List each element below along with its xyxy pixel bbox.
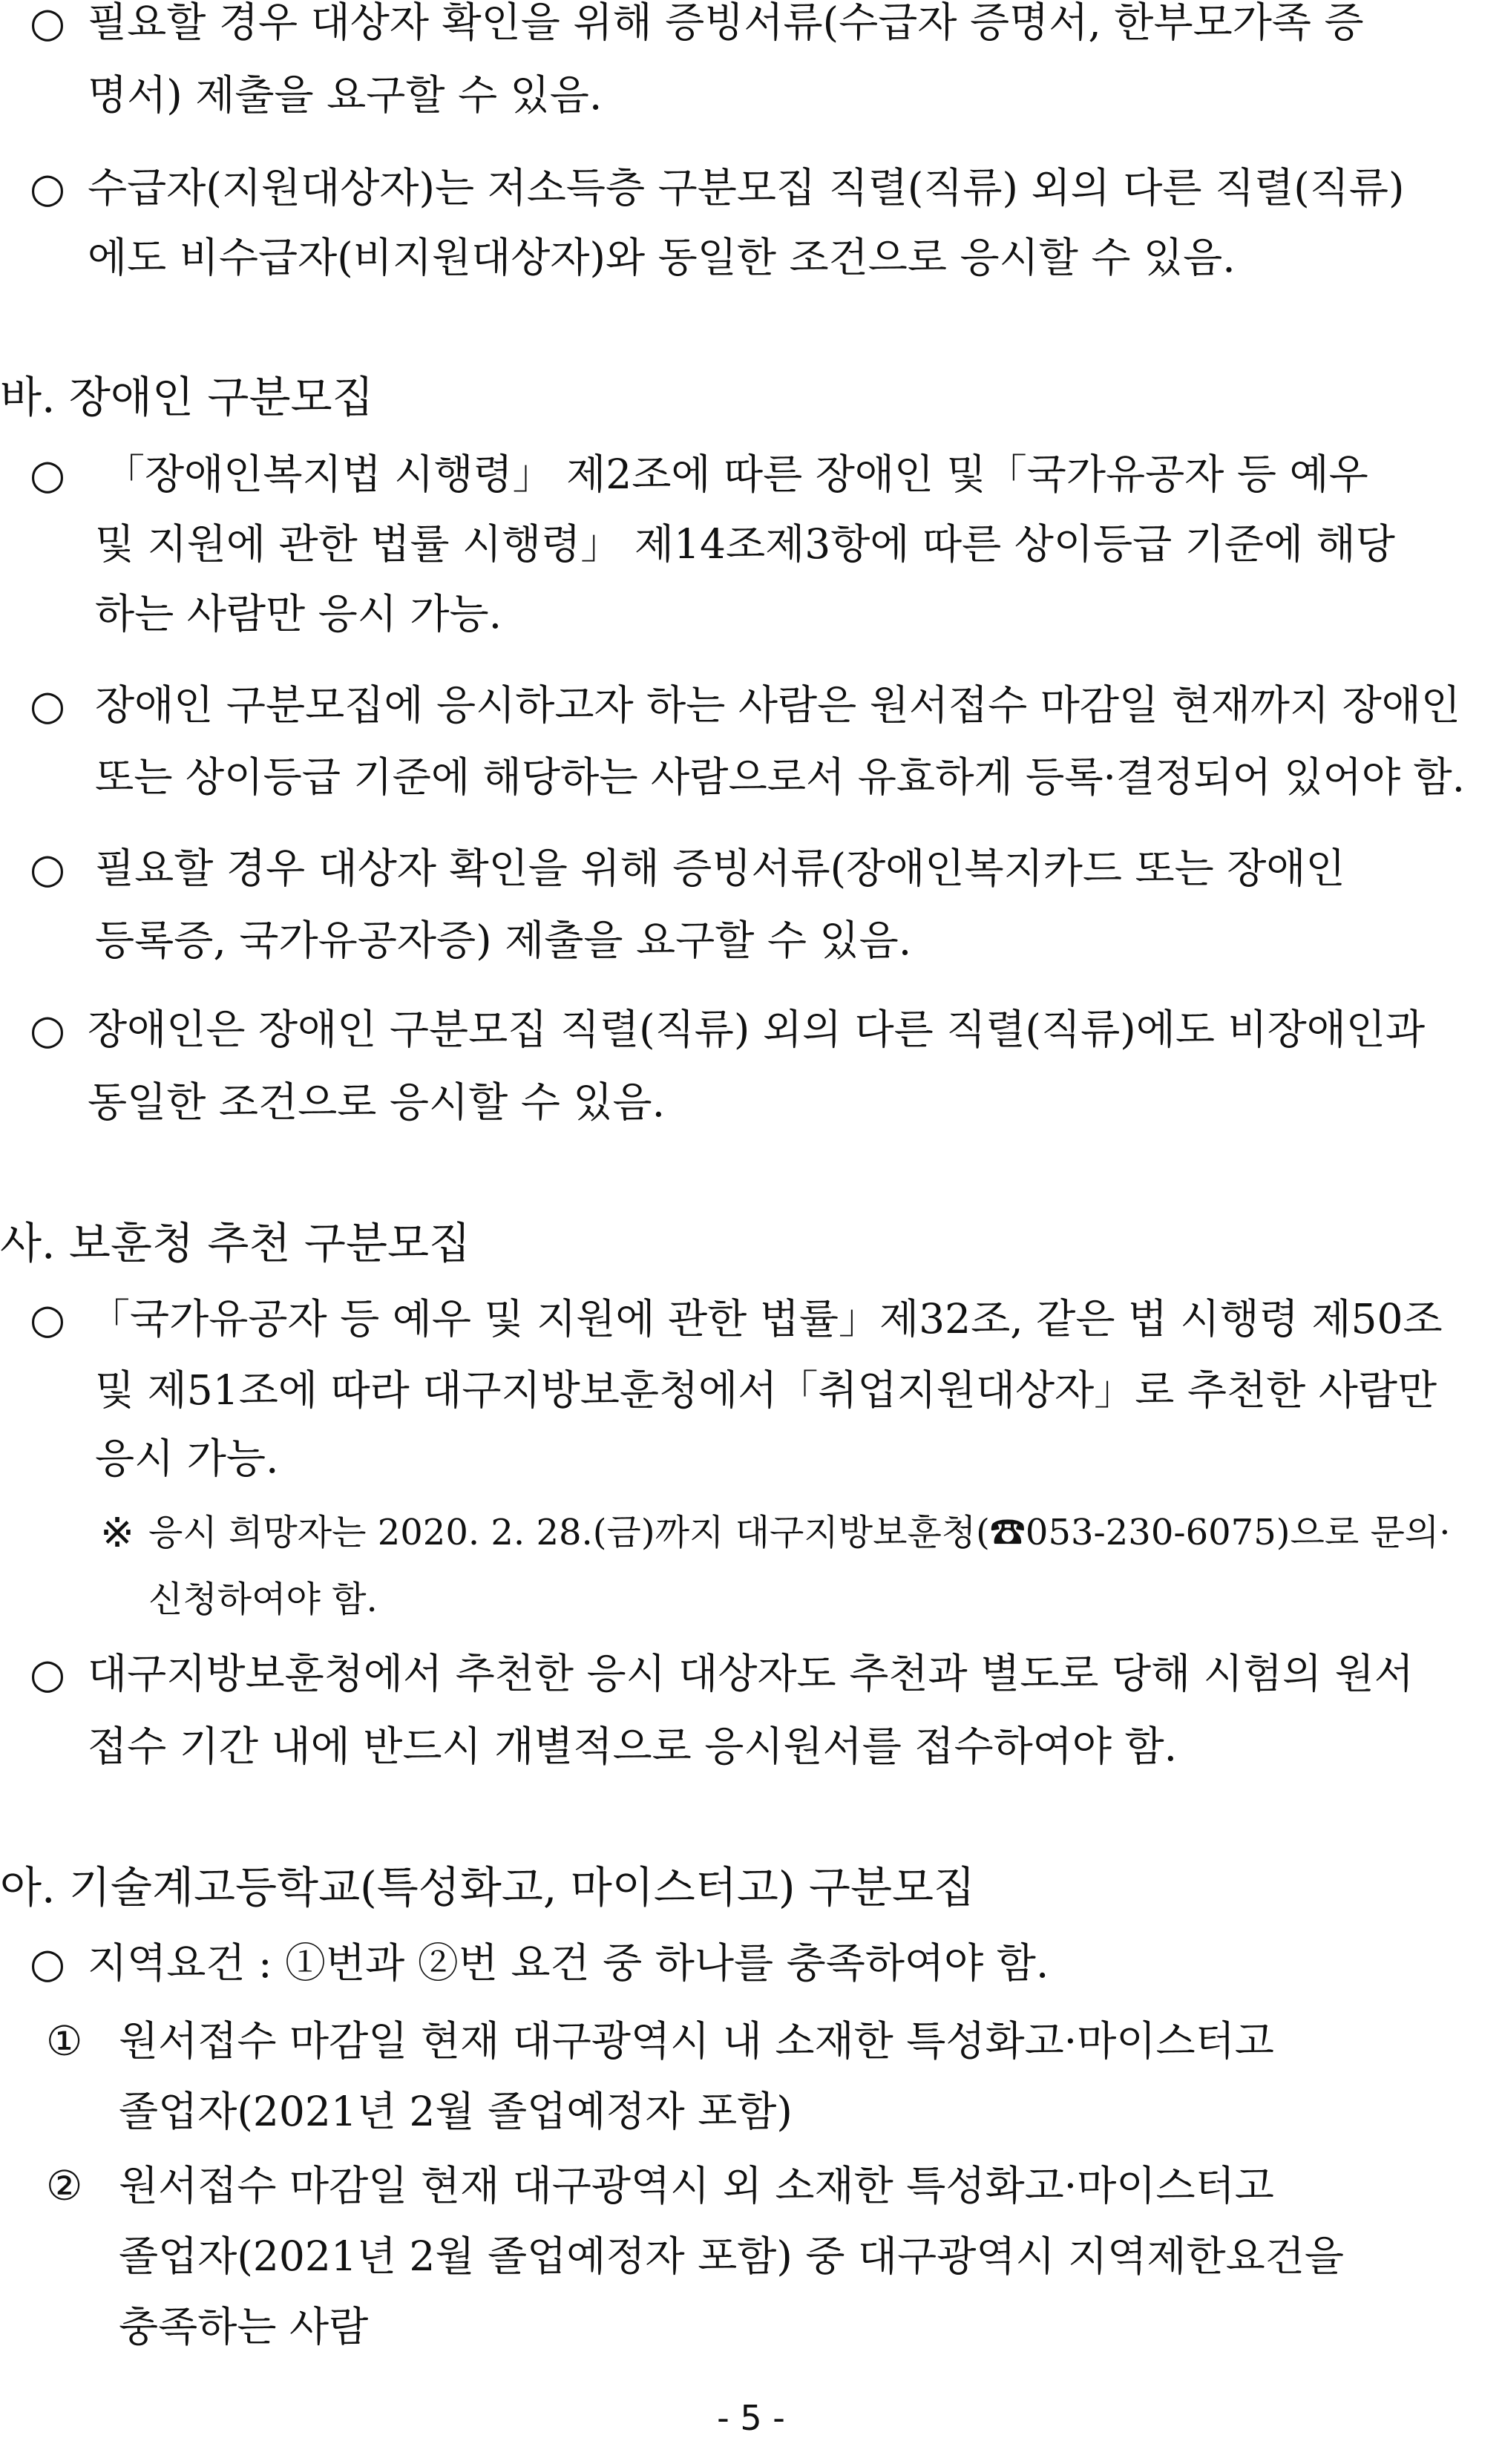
paragraph-line: 원서접수 마감일 현재 대구광역시 내 소재한 특성화고·마이스터고: [119, 2017, 1274, 2065]
paragraph-line: 필요할 경우 대상자 확인을 위해 증빙서류(장애인복지카드 또는 장애인: [95, 845, 1345, 892]
paragraph-line: 수급자(지원대상자)는 저소득층 구분모집 직렬(직류) 외의 다른 직렬(직류): [88, 164, 1405, 212]
bullet-circle: ○: [30, 450, 65, 498]
paragraph-line: 동일한 조건으로 응시할 수 있음.: [88, 1078, 666, 1126]
paragraph-line: 하는 사람만 응시 가능.: [95, 590, 502, 638]
paragraph-line: 졸업자(2021년 2월 졸업예정자 포함) 중 대구광역시 지역제한요건을: [119, 2232, 1345, 2280]
bullet-circle: ○: [30, 164, 65, 212]
bullet-circle: ○: [30, 845, 65, 892]
note-line: 신청하여야 함.: [148, 1579, 378, 1620]
bullet-circle: ○: [30, 1939, 65, 1987]
page-number: - 5 -: [717, 2398, 785, 2438]
section-heading: 바. 장애인 구분모집: [0, 372, 374, 422]
paragraph-line: 대구지방보훈청에서 추천한 응시 대상자도 추천과 별도로 당해 시험의 원서: [88, 1650, 1414, 1697]
paragraph-line: 응시 가능.: [95, 1435, 279, 1482]
paragraph-line: 충족하는 사람: [119, 2303, 369, 2350]
paragraph-line: 졸업자(2021년 2월 졸업예정자 포함): [119, 2088, 793, 2135]
paragraph-line: 장애인은 장애인 구분모집 직렬(직류) 외의 다른 직렬(직류)에도 비장애인과: [88, 1006, 1426, 1053]
paragraph-line: 등록증, 국가유공자증) 제출을 요구할 수 있음.: [95, 917, 912, 964]
paragraph-line: 장애인 구분모집에 응시하고자 하는 사람은 원서접수 마감일 현재까지 장애인: [95, 681, 1461, 729]
paragraph-line: 「국가유공자 등 예우 및 지원에 관한 법률」제32조, 같은 법 시행령 제50조: [89, 1295, 1443, 1343]
bullet-circle: ○: [30, 1650, 65, 1697]
bullet-circle: ○: [30, 0, 65, 46]
paragraph-line: 「장애인복지법 시행령」 제2조에 따른 장애인 및「국가유공자 등 예우: [104, 450, 1368, 498]
paragraph-line: 지역요건 : ①번과 ②번 요건 중 하나를 충족하여야 함.: [88, 1939, 1049, 1987]
paragraph-line: 접수 기간 내에 반드시 개별적으로 응시원서를 접수하여야 함.: [88, 1723, 1178, 1770]
paragraph-line: 원서접수 마감일 현재 대구광역시 외 소재한 특성화고·마이스터고: [119, 2162, 1274, 2209]
paragraph-line: 및 제51조에 따라 대구지방보훈청에서「취업지원대상자」로 추천한 사람만: [95, 1366, 1437, 1414]
paragraph-line: 필요할 경우 대상자 확인을 위해 증빙서류(수급자 증명서, 한부모가족 증: [88, 0, 1364, 46]
bullet-circle: ○: [30, 1295, 65, 1343]
note-line: 응시 희망자는 2020. 2. 28.(금)까지 대구지방보훈청(☎053-230-6075)으로 문의·: [148, 1512, 1451, 1553]
note-mark: ※: [100, 1509, 135, 1556]
section-heading: 아. 기술계고등학교(특성화고, 마이스터고) 구분모집: [0, 1862, 976, 1913]
paragraph-line: 명서) 제출을 요구할 수 있음.: [88, 71, 603, 119]
paragraph-line: 또는 상이등급 기준에 해당하는 사람으로서 유효하게 등록·결정되어 있어야 함.: [95, 753, 1465, 801]
bullet-circle: ○: [30, 681, 65, 729]
circled-number-1: ①: [46, 2017, 83, 2065]
bullet-circle: ○: [30, 1006, 65, 1053]
paragraph-line: 에도 비수급자(비지원대상자)와 동일한 조건으로 응시할 수 있음.: [88, 234, 1236, 281]
section-heading: 사. 보훈청 추천 구분모집: [0, 1218, 471, 1268]
circled-number-2: ②: [46, 2162, 83, 2209]
paragraph-line: 및 지원에 관한 법률 시행령」 제14조제3항에 따른 상이등급 기준에 해당: [95, 520, 1395, 568]
